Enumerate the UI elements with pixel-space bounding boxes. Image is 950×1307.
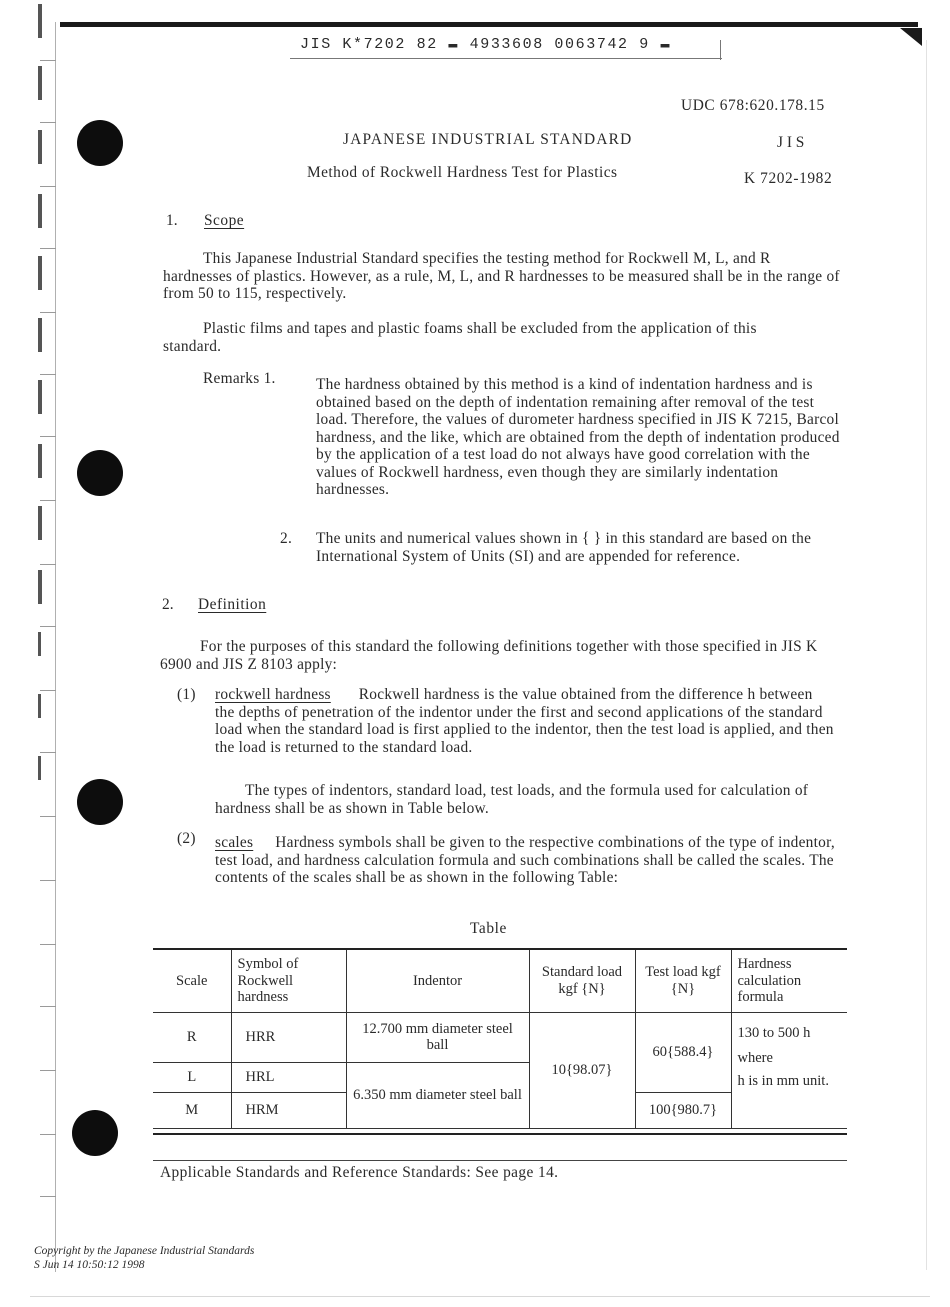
scale-cell: L <box>153 1062 231 1092</box>
binder-mark <box>38 194 42 228</box>
symbol-cell: HRR <box>231 1012 346 1062</box>
footer-rule <box>153 1160 847 1161</box>
term-rockwell-hardness: rockwell hardness <box>215 686 331 703</box>
binder-mark <box>38 130 42 164</box>
scales-definition: Hardness symbols shall be given to the respective combinations of the type of indentor, test load, and hardness calculation formula and such combinations shall be called the scales. The contents of the scales shall be as shown in the following Table: <box>215 834 835 886</box>
table-caption: Table <box>470 920 507 937</box>
term-scales: scales <box>215 834 254 851</box>
item-1-body <box>215 686 835 756</box>
remark-2-text: The units and numerical values shown in { } in this standard are based on the International System of Units (SI) and are appended for reference. <box>316 530 812 565</box>
scope-exclusion-paragraph: Plastic films and tapes and plastic foams shall be excluded from the application of this standard. <box>163 320 757 355</box>
margin-tick <box>40 60 56 61</box>
margin-tick <box>40 944 56 945</box>
test-load-cell: 60{588.4} <box>635 1012 731 1092</box>
scale-cell: R <box>153 1012 231 1062</box>
section-number: 2. <box>162 596 174 613</box>
remarks-label-text: Remarks <box>203 370 260 387</box>
copyright-notice: Copyright by the Japanese Industrial Standards <box>34 1245 255 1257</box>
right-margin-line <box>926 40 927 1270</box>
margin-tick <box>40 436 56 437</box>
margin-tick <box>40 816 56 817</box>
remark-1-text: The hardness obtained by this method is a kind of indentation hardness and is obtained based on the depth of indentation remaining after removal of the test load. Therefore, the values of durometer hardness specified in JIS K 7215, Barcol hardness, and the like, which are obtained from the depth of indentation produced by the application of a test load do not always have good correlation with the values of Rockwell hardness, even though they are similarly indentation hardnesses. <box>316 376 840 498</box>
punch-hole <box>77 450 123 496</box>
table-bottom-rule <box>153 1133 847 1135</box>
margin-tick <box>40 880 56 881</box>
left-margin-line <box>55 22 56 1272</box>
code-line-end <box>720 40 721 60</box>
binder-mark <box>38 756 41 780</box>
top-rule <box>60 22 918 27</box>
margin-tick <box>40 1070 56 1071</box>
remarks-label <box>203 370 276 388</box>
remark-2-number: 2. <box>280 530 293 547</box>
udc-number: UDC 678:620.178.15 <box>681 97 825 114</box>
indentor-cell: 6.350 mm diameter steel ball <box>346 1062 529 1128</box>
standard-load-cell: 10{98.07} <box>529 1012 635 1128</box>
margin-tick <box>40 564 56 565</box>
header-indentor: Indentor <box>346 950 529 1012</box>
print-timestamp: S Jun 14 10:50:12 1998 <box>34 1259 145 1271</box>
formula-expression: 130 to 500 h <box>737 1024 811 1041</box>
method-title: Method of Rockwell Hardness Test for Plastics <box>307 164 618 181</box>
test-load-cell: 100{980.7} <box>635 1092 731 1128</box>
rockwell-scales-table <box>153 950 847 1129</box>
applicable-standards-note: Applicable Standards and Reference Standards: See page 14. <box>160 1164 559 1181</box>
margin-tick <box>40 752 56 753</box>
standard-number: K 7202-1982 <box>744 170 833 187</box>
margin-tick <box>40 248 56 249</box>
catalog-code-line: JIS K*7202 82 ▬ 4933608 0063742 9 ▬ <box>300 36 672 53</box>
margin-tick <box>40 500 56 501</box>
bottom-rule <box>30 1296 930 1297</box>
binder-mark <box>38 256 42 290</box>
header-standard-load: Standard load kgf {N} <box>529 950 635 1012</box>
punch-hole <box>72 1110 118 1156</box>
margin-tick <box>40 626 56 627</box>
header-symbol: Symbol of Rockwell hardness <box>231 950 346 1012</box>
binder-mark <box>38 570 42 604</box>
formula-unit-note: h is in mm unit. <box>737 1072 829 1089</box>
jis-label: J I S <box>777 134 805 151</box>
margin-tick <box>40 122 56 123</box>
section-title-definition: Definition <box>198 596 267 613</box>
remark-1-number: 1. <box>263 370 276 387</box>
formula-cell <box>731 1012 847 1128</box>
standard-title: JAPANESE INDUSTRIAL STANDARD <box>343 131 633 148</box>
punch-hole <box>77 779 123 825</box>
punch-hole <box>77 120 123 166</box>
indentor-cell: 12.700 mm diameter steel ball <box>346 1012 529 1062</box>
section-title-scope: Scope <box>204 212 245 229</box>
symbol-cell: HRL <box>231 1062 346 1092</box>
binder-mark <box>38 66 42 100</box>
margin-tick <box>40 312 56 313</box>
section-number: 1. <box>166 212 178 229</box>
header-scale: Scale <box>153 950 231 1012</box>
formula-where: where <box>737 1049 773 1066</box>
margin-tick <box>40 374 56 375</box>
binder-mark <box>38 318 42 352</box>
header-test-load: Test load kgf {N} <box>635 950 731 1012</box>
code-line-underline <box>290 58 722 59</box>
top-rule-end <box>900 28 922 46</box>
item-2-body <box>215 834 835 887</box>
item-2-number: (2) <box>177 830 196 847</box>
margin-tick <box>40 186 56 187</box>
binder-mark <box>38 4 42 38</box>
binder-mark <box>38 444 42 478</box>
item-1-number: (1) <box>177 686 196 703</box>
item-1-table-reference: The types of indentors, standard load, test loads, and the formula used for calculation of hardness shall be as shown in Table below. <box>215 782 809 817</box>
binder-mark <box>38 632 41 656</box>
rockwell-hardness-definition: Rockwell hardness is the value obtained from the difference h between the depths of penetration of the indentor under the first and second applications of the standard load when the standard load is first applied to the indentor, then the test load is applied, and then the load is returned to the standard load. <box>215 686 834 756</box>
header-formula: Hardness calculation formula <box>731 950 847 1012</box>
table-row <box>153 1012 847 1062</box>
binder-mark <box>38 380 42 414</box>
binder-mark <box>38 506 42 540</box>
binder-mark <box>38 694 41 718</box>
margin-tick <box>40 690 56 691</box>
scale-cell: M <box>153 1092 231 1128</box>
scope-paragraph: This Japanese Industrial Standard specifies the testing method for Rockwell M, L, and R hardnesses of plastics. However, as a rule, M, L, and R hardnesses to be measured shall be in the range of from 50 to 115, respectively. <box>163 250 840 302</box>
symbol-cell: HRM <box>231 1092 346 1128</box>
margin-tick <box>40 1134 56 1135</box>
table-header-row <box>153 950 847 1012</box>
definition-intro: For the purposes of this standard the following definitions together with those specified in JIS K 6900 and JIS Z 8103 apply: <box>160 638 818 673</box>
margin-tick <box>40 1006 56 1007</box>
margin-tick <box>40 1196 56 1197</box>
